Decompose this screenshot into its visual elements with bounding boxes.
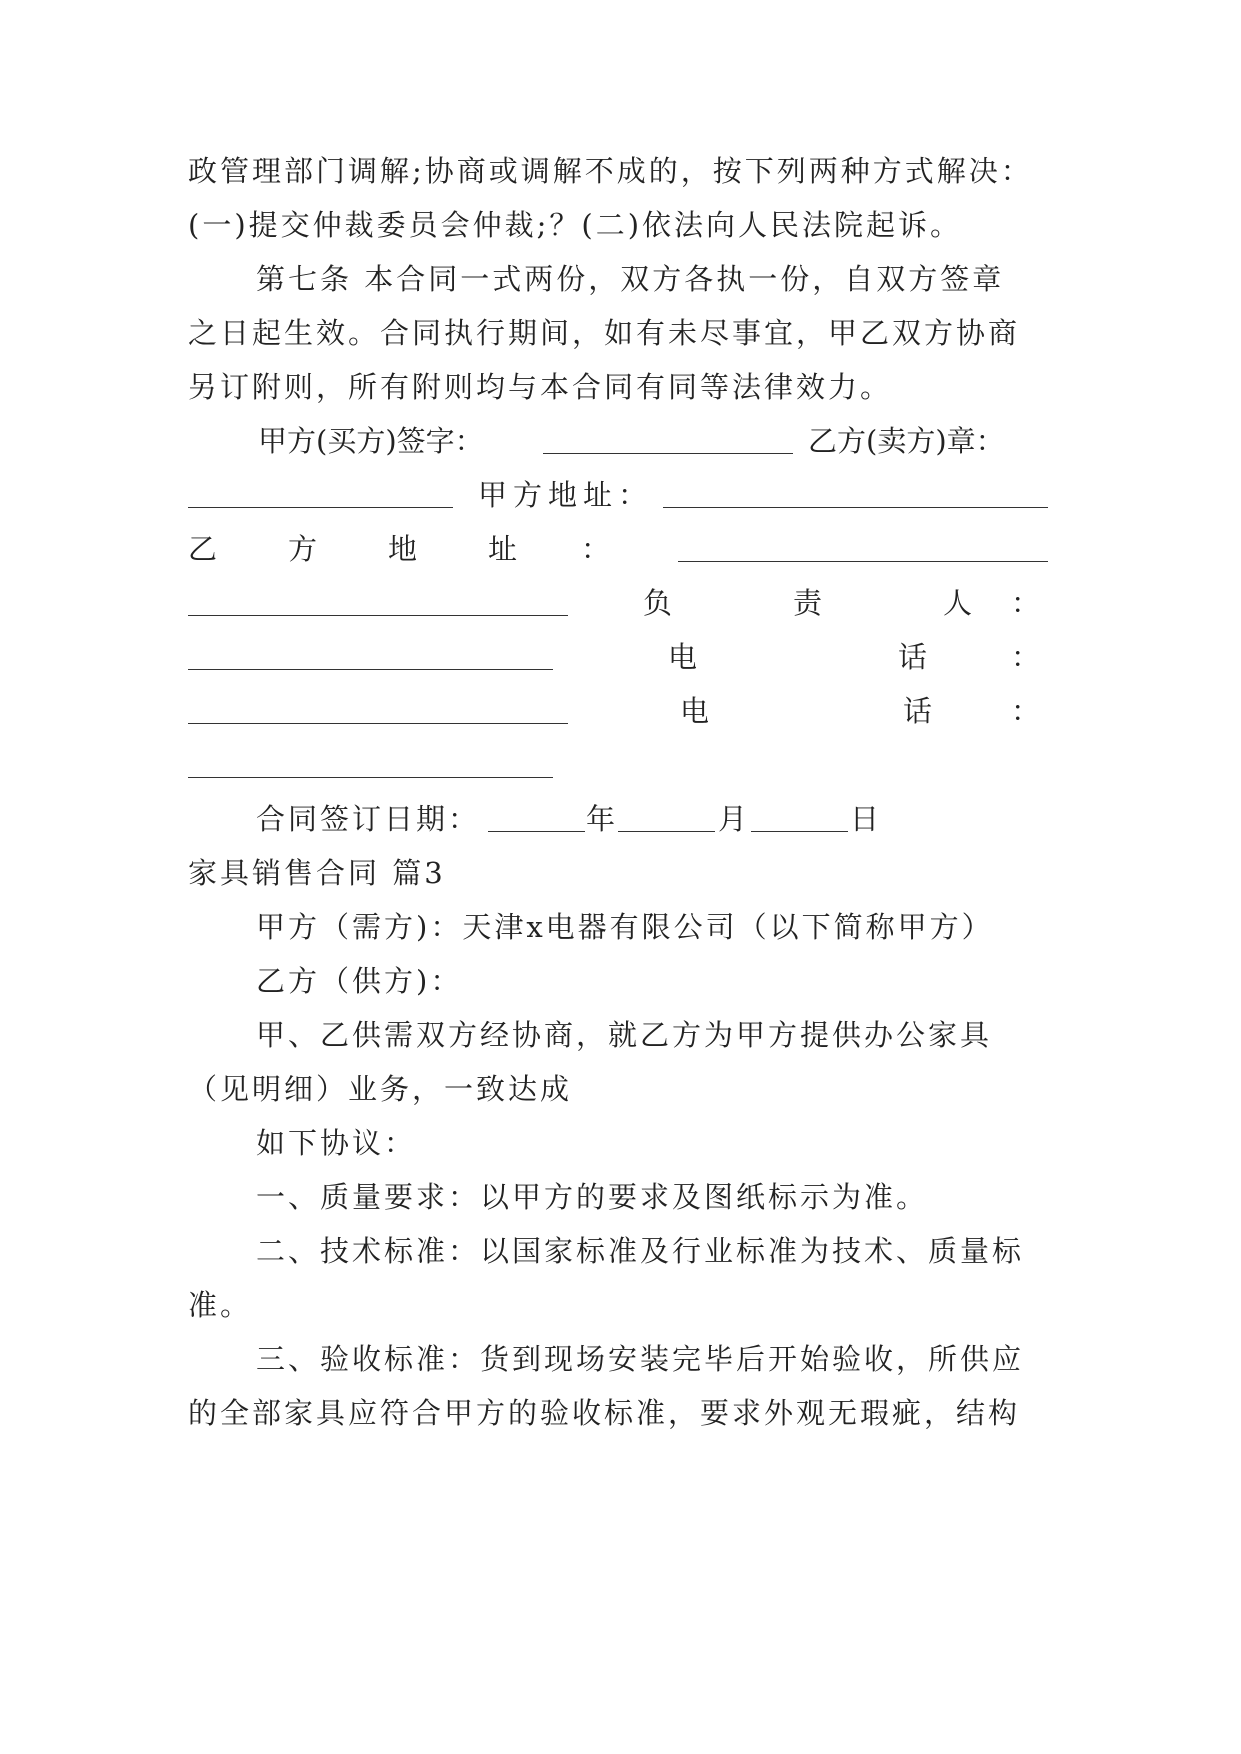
phone-char: ： [1011,640,1041,674]
party-a-address-row [188,475,1048,515]
party-b-address-row [188,529,1048,569]
phone-char: 话 [903,694,933,728]
party-b-address-char: 方 [288,532,318,566]
signing-date-label: 合同签订日期： [256,802,481,836]
party-b-line: 乙方（供方)： [256,964,463,998]
party-a-line: 甲方（需方)：天津x电器有限公司（以下简称甲方） [256,910,994,944]
item-3: 三、验收标准：货到现场安装完毕后开始验收，所供应 [256,1342,1025,1376]
seller-seal-label: 乙方(卖方)章： [808,424,1005,458]
party-b-address-char: 乙 [188,532,218,566]
signature-row [188,421,1048,461]
item-2: 二、技术标准：以国家标准及行业标准为技术、质量标 [256,1234,1025,1268]
party-a-address-label: 甲方地址： [478,478,654,512]
section-title: 家具销售合同 篇3 [188,856,446,890]
text-line: 政管理部门调解;协商或调解不成的，按下列两种方式解决： [188,154,1033,188]
day-blank [751,803,848,832]
phone-char: 话 [898,640,928,674]
party-a-address-blank [663,479,1048,508]
article-7-line: 另订附则，所有附则均与本合同有同等法律效力。 [188,370,893,404]
phone-row [188,691,1048,731]
month-label: 月 [718,802,748,836]
phone-char: 电 [680,694,710,728]
party-b-address-char: 地 [388,532,418,566]
item-1: 一、质量要求：以甲方的要求及图纸标示为准。 [256,1180,929,1214]
phone-blank [188,695,568,724]
day-label: 日 [850,802,880,836]
year-label: 年 [586,802,616,836]
year-blank [488,803,585,832]
month-blank [618,803,715,832]
responsible-row [188,583,1048,623]
phone-blank-row [188,745,1048,785]
party-b-address-blank [678,533,1048,562]
phone-char: 电 [668,640,698,674]
article-7-line: 之日起生效。合同执行期间，如有未尽事宜，甲乙双方协商 [188,316,1021,350]
party-b-address-blank-cont [188,587,568,616]
responsible-blank [188,641,553,670]
intro-line: 甲、乙供需双方经协商，就乙方为甲方提供办公家具 [256,1018,993,1052]
buyer-signature-blank [543,425,793,454]
responsible-char: ： [1011,586,1041,620]
buyer-signature-label: 甲方(买方)签字： [258,424,484,458]
text-line: (一)提交仲裁委员会仲裁;？(二)依法向人民法院起诉。 [188,208,963,242]
responsible-char: 人 [943,586,973,620]
agreement-line: 如下协议： [256,1126,417,1160]
item-3-cont: 的全部家具应符合甲方的验收标准，要求外观无瑕疵，结构 [188,1396,1021,1430]
party-b-address-char: 址 [488,532,518,566]
phone-char: ： [1011,694,1041,728]
phone-row [188,637,1048,677]
phone-blank [188,749,553,778]
responsible-char: 负 [643,586,673,620]
item-2-cont: 准。 [188,1288,253,1322]
responsible-char: 责 [793,586,823,620]
party-b-address-char: ： [581,532,611,566]
seller-seal-blank [188,479,453,508]
signing-date-row [188,799,1048,839]
intro-line: （见明细）业务，一致达成 [188,1072,573,1106]
article-7-line: 第七条 本合同一式两份，双方各执一份，自双方签章 [256,262,1005,296]
